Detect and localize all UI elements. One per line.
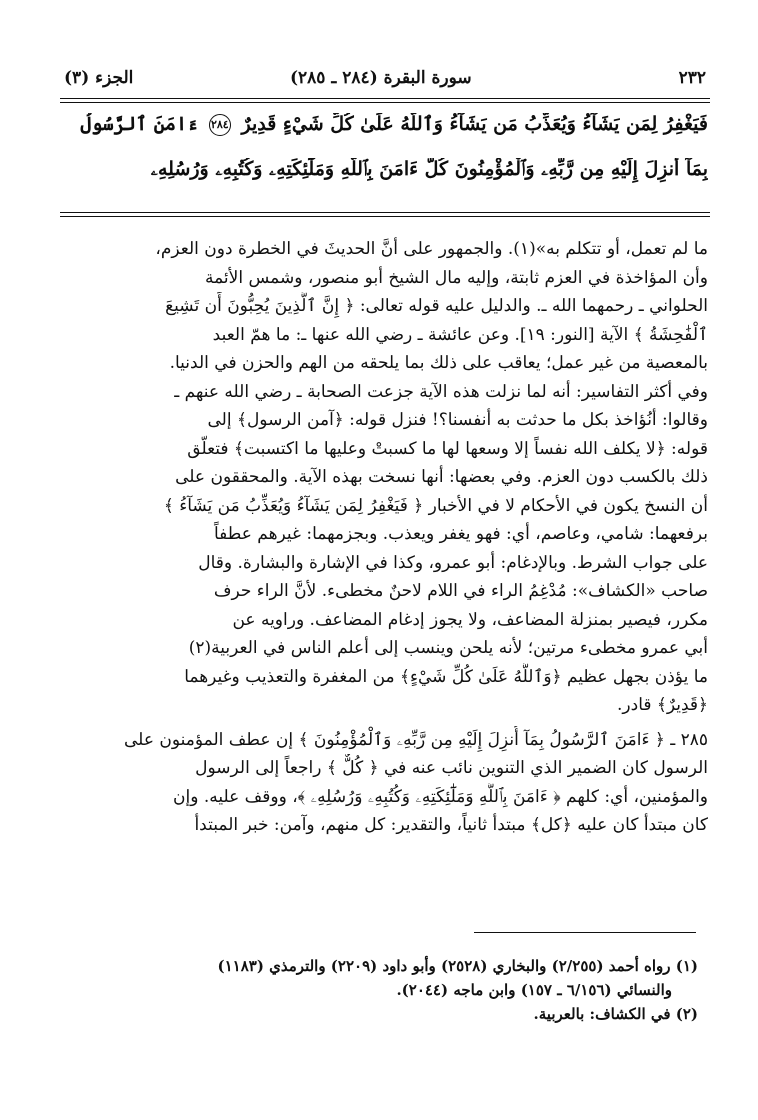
quran-verse-line-2 (48, 158, 708, 192)
tafsir-body (46, 235, 708, 840)
body-line: مكرر، فيصير بمنزلة المضاعف، ولا يجوز إدغام المضاعف. وراويه عن (232, 609, 708, 630)
footnote-2: (٢) في الكشاف: بالعربية. (533, 1005, 698, 1023)
body-line: ذلك بالكسب دون العزم. وفي بعضها: أنها نسخت بهذه الآية. والمحققون على (175, 467, 708, 487)
header-rule-top (60, 98, 710, 99)
body-line: الحلواني ـ رحمهما الله ـ. والدليل عليه قوله تعالى: ﴿ إِنَّ ٱلَّذِينَ يُحِبُّونَ أَن تَشِيعَ (165, 296, 708, 316)
page-header (60, 62, 710, 96)
verse-text-284-end: فَيَغْفِرُ لِمَن يَشَآءُ وَيُعَذِّبُ مَن يَشَآءُ وَٱللَّهُ عَلَىٰ كُلِّ شَيْءٍ قَدِيرٌ (241, 113, 708, 135)
body-line: صاحب «الكشاف»: مُدْغِمُ الراء في اللام لاحنٌ مخطىء. لأنَّ الراء حرف (213, 581, 708, 601)
body-line: الرسول كان الضمير الذي التنوين نائب عنه في ﴿ كُلٌّ ﴾ راجعاً إلى الرسول (195, 758, 708, 778)
footnote-1-continued: والنسائي (٦/١٥٦ ـ ١٥٧) وابن ماجه (٢٠٤٤). (396, 981, 672, 999)
body-line: والمؤمنين، أي: كلهم ﴿ ءَامَنَ بِٱللَّهِ وَمَلَٰٓئِكَتِهِۦ وَكُتُبِهِۦ وَرُسُلِهِۦ ﴾، ووقف عليه. وإن (173, 786, 708, 807)
header-rule-bottom (60, 102, 710, 103)
body-line: ٢٨٥ ـ ﴿ ءَامَنَ ٱلرَّسُولُ بِمَآ أُنزِلَ إِلَيْهِ مِن رَّبِّهِۦ وَٱلْمُؤْمِنُونَ ﴾ إن عطف المؤمنون على (124, 729, 708, 750)
body-line: ما لم تعمل، أو تتكلم به»(١). والجمهور على أنَّ الحديثَ في الخطرة دون العزم، (155, 239, 708, 259)
juz-label: الجزء (٣) (64, 68, 134, 88)
body-line: ﴿قَدِيرٌ﴾ قادر. (617, 695, 708, 715)
verse-box-rule-bottom (60, 216, 710, 217)
verse-text-285-cont: بِمَآ أُنزِلَ إِلَيْهِ مِن رَّبِّهِۦ وَٱلْمُؤْمِنُونَ كُلٌّ ءَامَنَ بِٱللَّهِ وَمَلَٰٓئِكَتِهِۦ وَكُتُبِهِۦ وَرُسُلِهِۦ (150, 158, 708, 180)
body-line: وقالوا: أنُؤاخذ بكل ما حدثت به أنفسنا؟! فنزل قوله: ﴿آمن الرسول﴾ إلى (207, 410, 708, 430)
verse-text-285-start: ءَامَنَ ٱلرَّسُولُ (80, 113, 199, 135)
footnotes (48, 954, 698, 1026)
body-line: قوله: ﴿لا يكلف الله نفساً إلا وسعها لها ما كسبتْ وعليها ما اكتسبت﴾ فتعلّق (187, 438, 708, 459)
body-line: بالمعصية من غير عمل؛ يعاقب على ذلك بما يلحقه من الهم والحزن في الدنيا. (169, 353, 708, 373)
verse-box-rule-top (60, 212, 710, 213)
body-line: ما يؤذن بجهل عظيم ﴿وَٱللَّهُ عَلَىٰ كُلِّ شَيْءٍ﴾ من المغفرة والتعذيب وغيرهما (184, 666, 708, 687)
body-line: برفعهما: شامي، وعاصم، أي: فهو يغفر ويعذب. وبجزمهما: غيرهم عطفاً (213, 524, 708, 544)
body-line: ٱلْفَٰحِشَةُ ﴾ الآية [النور: ١٩]. وعن عائشة ـ رضي الله عنها ـ: ما همّ العبد (212, 324, 708, 345)
body-line: وأن المؤاخذة في العزم ثابتة، وإليه مال الشيخ أبو منصور، وشمس الأئمة (204, 267, 708, 288)
body-line: كان مبتدأ كان عليه ﴿كل﴾ مبتدأ ثانياً، والتقدير: كل منهم، وآمن: خبر المبتدأ (194, 815, 708, 835)
page-number: ٢٣٢ (678, 68, 706, 88)
quran-verse-line-1 (48, 113, 708, 147)
surah-title: سورة البقرة (٢٨٤ ـ ٢٨٥) (290, 68, 472, 88)
verse-number-marker: ٢٨٤ (209, 114, 231, 136)
body-line: وفي أكثر التفاسير: أنه لما نزلت هذه الآية جزعت الصحابة ـ رضي الله عنهم ـ (174, 381, 708, 402)
body-line: أن النسخ يكون في الأحكام لا في الأخبار ﴿ فَيَغْفِرُ لِمَن يَشَآءُ وَيُعَذِّبُ مَن يَشَآءُ ﴾ (163, 495, 708, 516)
body-line: على جواب الشرط. وبالإدغام: أبو عمرو، وكذا في الإشارة والبشارة. وقال (198, 552, 708, 573)
body-line: أبي عمرو مخطىء مرتين؛ لأنه يلحن وينسب إلى أعلم الناس في العربية(٢) (188, 638, 708, 658)
footnote-1: (١) رواه أحمد (٢/٢٥٥) والبخاري (٢٥٢٨) وأبو داود (٢٢٠٩) والترمذي (١١٨٣) (217, 957, 698, 975)
footnote-separator (474, 932, 696, 933)
